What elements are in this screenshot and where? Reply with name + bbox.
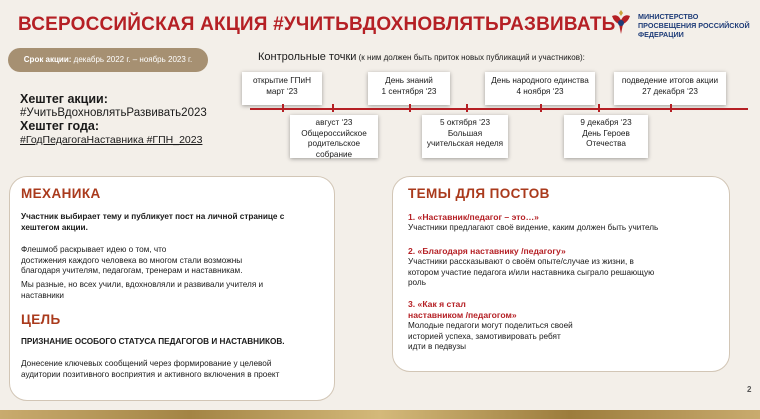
topic-1-heading: 1. «Наставник/педагог – это…»	[408, 212, 539, 222]
timeline-tick	[670, 104, 672, 112]
text-line: историей успеха, замотивировать ребят	[408, 331, 561, 341]
checkpoint-label: Общероссийское	[301, 128, 367, 138]
checkpoint-label: День знаний	[385, 76, 433, 85]
text-line: идти в педвузы	[408, 342, 467, 351]
text-line: Флешмоб раскрывает идею о том, что	[21, 245, 167, 254]
goal-paragraph	[21, 359, 331, 380]
checkpoint-label: учительская неделя	[426, 139, 504, 148]
checkpoint-date: 27 декабря ‘23	[642, 86, 698, 96]
checkpoint-label: День Героев	[582, 128, 630, 138]
text-line: достижения каждого человека во многом стали возможны	[21, 255, 243, 265]
goal-title: ЦЕЛЬ	[21, 312, 61, 327]
topic-1-text: Участники предлагают своё видение, каким должен быть учитель	[408, 223, 659, 232]
timeline-line	[250, 108, 748, 110]
checkpoint-heroes-day	[564, 115, 648, 158]
checkpoint-label: Большая	[447, 128, 483, 138]
checkpoint-label: родительское собрание	[307, 139, 361, 159]
hashtags-block	[20, 93, 207, 147]
timeline-tick	[282, 104, 284, 112]
mechanics-goal-panel	[9, 176, 335, 401]
mechanics-paragraph-2	[21, 280, 331, 301]
checkpoint-date: 4 ноября ‘23	[516, 86, 564, 96]
checkpoint-label: открытие ГПиН	[252, 76, 312, 85]
page-title: ВСЕРОССИЙСКАЯ АКЦИЯ #УЧИТЬВДОХНОВЛЯТЬРАЗВИВАТЬ	[18, 14, 616, 35]
text-line: Молодые педагоги могут поделиться своей	[408, 321, 573, 330]
timeline-tick	[409, 104, 411, 112]
checkpoint-date: 5 октября ‘23	[439, 118, 491, 127]
text-line: 3. «Как я стал	[408, 299, 466, 309]
text-line: котором участие педагога и/или наставника сыграло решающую	[408, 267, 655, 277]
mechanics-title: МЕХАНИКА	[21, 186, 101, 201]
period-label: Срок акции:	[23, 55, 72, 64]
checkpoint-date: 9 декабря ‘23	[580, 118, 632, 127]
checkpoint-knowledge-day	[368, 72, 450, 105]
ministry-name: МИНИСТЕРСТВО ПРОСВЕЩЕНИЯ РОССИЙСКОЙ ФЕДЕРАЦИИ	[638, 12, 750, 39]
campaign-period-badge	[8, 48, 208, 72]
year-hashtag-label: Хештег года:	[20, 119, 100, 133]
topic-3-text	[408, 321, 728, 353]
checkpoint-parent-meeting	[290, 115, 378, 158]
checkpoint-results	[614, 72, 726, 105]
checkpoints-timeline	[220, 60, 760, 165]
text-line: наставником /педагогом»	[408, 309, 517, 320]
ministry-logo	[606, 4, 756, 40]
topic-2-text	[408, 257, 728, 289]
timeline-tick	[332, 104, 334, 112]
mechanics-paragraph-1	[21, 245, 331, 277]
checkpoint-label: Отечества	[586, 139, 626, 148]
text-line: Участники рассказывают о своём опыте/случае из жизни, в	[408, 257, 634, 266]
text-line: аудитории позитивного восприятия и активного включения в проект	[21, 369, 280, 379]
checkpoint-label: День народного единства	[491, 76, 589, 85]
topic-3-heading	[408, 299, 517, 320]
text-line: наставники	[21, 290, 64, 300]
eagle-emblem-icon	[610, 8, 632, 36]
checkpoint-march	[242, 72, 322, 105]
campaign-hashtag-value: #УчитьВдохновлятьРазвивать2023	[20, 106, 207, 119]
checkpoint-date: август ‘23	[315, 118, 353, 127]
checkpoint-date: март ‘23	[266, 86, 298, 96]
checkpoints-title-main: Контрольные точки	[258, 51, 357, 63]
text-line: Мы разные, но всех учили, вдохновляли и развивали учителя и	[21, 280, 264, 289]
timeline-tick	[466, 104, 468, 112]
topic-2-heading: 2. «Благодаря наставнику /педагогу»	[408, 246, 566, 256]
checkpoint-unity-day	[485, 72, 595, 105]
period-value: декабрь 2022 г. – ноябрь 2023 г.	[71, 55, 193, 64]
checkpoint-label: подведение итогов акции	[621, 76, 719, 85]
goal-lead: ПРИЗНАНИЕ ОСОБОГО СТАТУСА ПЕДАГОГОВ И НАСТАВНИКОВ.	[21, 337, 285, 346]
timeline-tick	[540, 104, 542, 112]
campaign-hashtag-label: Хештег акции:	[20, 92, 108, 106]
checkpoint-teacher-week	[422, 115, 508, 158]
year-hashtag-value[interactable]: #ГодПедагогаНаставника #ГПН_2023	[20, 133, 203, 146]
text-line: благодаря учителям, педагогам, тренерам и наставникам.	[21, 266, 243, 275]
timeline-tick	[598, 104, 600, 112]
text-line: Донесение ключевых сообщений через формирование у целевой	[21, 359, 272, 368]
decorative-footer-bar	[0, 410, 760, 419]
topics-panel	[392, 176, 730, 372]
text-line: роль	[408, 278, 426, 287]
checkpoints-subtitle: (к ним должен быть приток новых публикаций и участников):	[356, 53, 585, 62]
topics-title: ТЕМЫ ДЛЯ ПОСТОВ	[408, 186, 550, 201]
mechanics-lead: Участник выбирает тему и публикует пост на личной странице с хештегом акции.	[21, 212, 285, 232]
checkpoint-date: 1 сентября ‘23	[381, 86, 437, 96]
page-number: 2	[747, 385, 752, 394]
